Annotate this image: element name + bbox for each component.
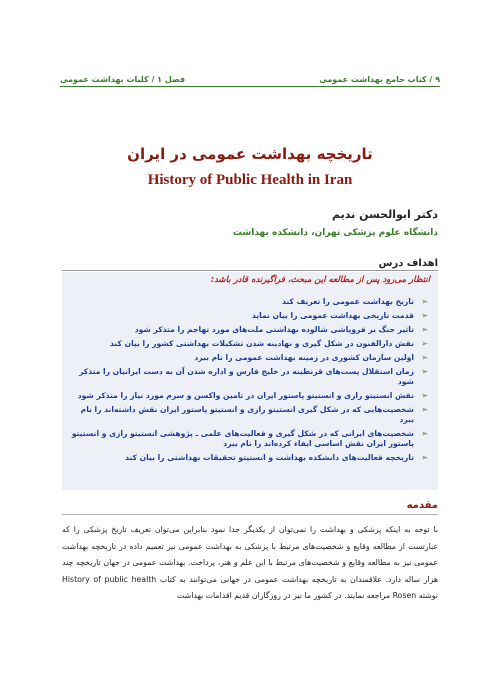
arrow-bullet-icon: ➢ [421, 405, 428, 414]
objective-item [70, 453, 428, 463]
introduction-heading: مقدمه [406, 500, 438, 511]
chapter-title-persian: تاریخچه بهداشت عمومی در ایران [127, 145, 373, 163]
author-name: دکتر ابوالحسن ندیم [332, 208, 438, 221]
objective-item [70, 391, 428, 401]
arrow-bullet-icon: ➢ [421, 429, 428, 438]
objectives-divider [62, 270, 438, 271]
objective-text: تاریخ بهداشت عمومی را تعریف کند [281, 297, 414, 306]
objective-text: نقش انستیتو رازی و انستیتو پاستور ایران در تامین واکسن و سرم مورد نیاز را متذکر شود [77, 391, 414, 400]
arrow-bullet-icon: ➢ [421, 325, 428, 334]
arrow-bullet-icon: ➢ [421, 391, 428, 400]
objective-item [70, 325, 428, 335]
arrow-bullet-icon: ➢ [421, 297, 428, 306]
objective-item [70, 367, 428, 387]
arrow-bullet-icon: ➢ [421, 453, 428, 462]
arrow-bullet-icon: ➢ [421, 353, 428, 362]
objective-text: شخصیت‌های ایرانی که در شکل گیری و فعالیت‌های علمی ـ پژوهشی انستیتو رازی و انستیتو پاستور ایران نقش اساسی ایفاء کرده‌اند را نام ببرد [71, 429, 414, 448]
objectives-list [70, 297, 428, 467]
objective-item [70, 311, 428, 321]
objectives-heading: اهداف درس [378, 258, 438, 269]
running-header [60, 66, 440, 87]
objective-item [70, 353, 428, 363]
arrow-bullet-icon: ➢ [421, 339, 428, 348]
objective-text: تاثیر جنگ بر فروپاشی شالوده بهداشتی ملت‌های مورد تهاجم را متذکر شود [134, 325, 414, 334]
header-book-title: ۹ / کتاب جامع بهداشت عمومی [319, 75, 440, 84]
objective-text: نقش دارالفنون در شکل گیری و نهادینه شدن تشکیلات بهداشتی کشور را بیان کند [110, 339, 414, 348]
author-affiliation: دانشگاه علوم پزشکی تهران، دانشکده بهداشت [232, 228, 438, 238]
arrow-bullet-icon: ➢ [421, 311, 428, 320]
objective-text: زمان استقلال پست‌های قرنطینه در خلیج فارس و اداره شدن آن به دست ایرانیان را متذکر شود [79, 367, 414, 386]
introduction-paragraph: با توجه به اینکه پزشکی و بهداشت را نمی‌توان از یکدیگر جدا نمود بنابراین می‌توان تعریف تاریخ پزشکی را که عبارتست از مطالعه وقایع و شخصیت‌های مرتبط با پزشکی به بهداشت عمومی نیز تعمیم داده در تاریخچه بهداشت عمومی نیز به مطالعه وقایع و شخصیت‌های مرتبط با این علم و هنر، پرداخت. بهداشت عمومی در جهان تاریخچه چند هزار ساله دارد. علاقمندان به تاریخچه بهداشت عمومی در جهانی می‌توانند به کتاب History of public health نوشته Rosen مراجعه نمایند. در کشور ما نیز در روزگاران قدیم اقدامات بهداشت [62, 525, 438, 601]
objective-text: قدمت تاریخی بهداشت عمومی را بیان نماید [251, 311, 414, 320]
introduction-divider [62, 514, 438, 515]
objective-item [70, 297, 428, 307]
objective-text: اولین سازمان کشوری در زمینه بهداشت عمومی را نام ببرد [194, 353, 414, 362]
objective-item [70, 339, 428, 349]
objective-text: تاریخچه فعالیت‌های دانشکده بهداشت و انستیتو تحقیقات بهداشتی را بیان کند [125, 453, 414, 462]
objective-item [70, 429, 428, 449]
chapter-title-english: History of Public Health in Iran [147, 172, 353, 188]
objective-text: شخصیت‌هایی که در شکل گیری انستیتو رازی و انستیتو پاستور ایران نقش داشته‌اند را نام ببرد [80, 405, 414, 424]
arrow-bullet-icon: ➢ [421, 367, 428, 376]
objective-item [70, 405, 428, 425]
objectives-intro: انتظار می‌رود پس از مطالعه این مبحث، فراگیرنده قادر باشد: [210, 275, 430, 285]
header-chapter: فصل ۱ / کلیات بهداشت عمومی [60, 75, 186, 84]
